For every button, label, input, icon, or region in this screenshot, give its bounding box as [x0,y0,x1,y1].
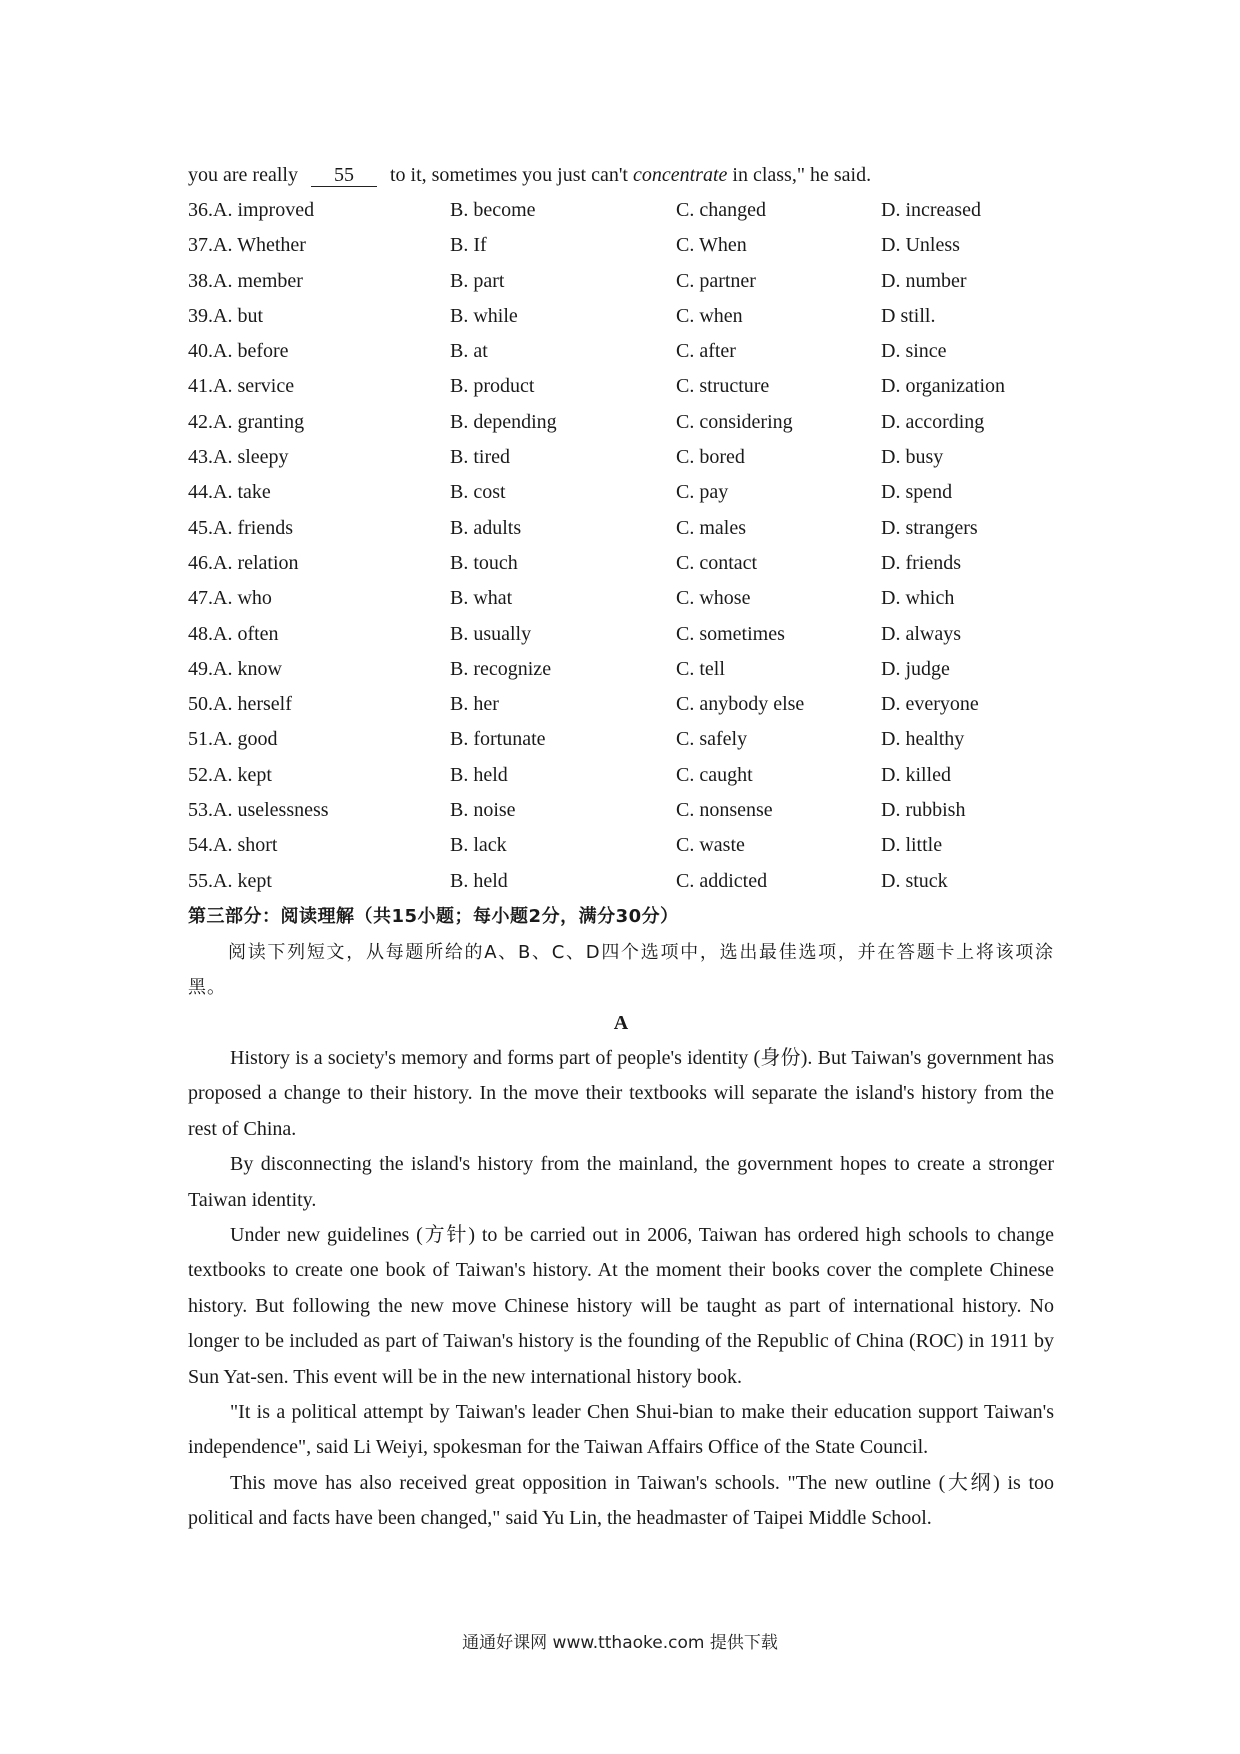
option-b: B. depending [450,410,557,433]
option-b: B. tired [450,446,510,469]
option-c: C. caught [676,763,753,786]
option-b: B. noise [450,799,516,822]
passage-paragraph: Under new guidelines (方针) to be carried out in 2006, Taiwan has ordered high schools to change textbooks to create one book of Taiwan's history. At the moment their books cover the complete Chinese history. But following the new move Chinese history will be taught as part of international history. No longer to be included as part of Taiwan's history is the founding of the Republic of China (ROC) in 1911 by Sun Yat-sen. This event will be in the new international history book. [188,1223,1054,1388]
question-number: 45. [188,516,213,539]
option-d: D. since [881,340,947,363]
option-a: A. herself [213,693,292,716]
option-b: B. fortunate [450,728,546,751]
option-row-39 [188,299,1054,334]
option-c: C. structure [676,375,770,398]
option-c: C. partner [676,269,756,292]
option-row-37 [188,228,1054,263]
section-title: 第三部分：阅读理解（共15小题；每小题2分，满分30分） [188,905,679,927]
option-d: D still. [881,304,936,327]
option-a: A. who [213,587,272,610]
option-b: B. held [450,763,508,786]
option-row-45 [188,511,1054,546]
question-number: 52. [188,763,213,786]
option-d: D. Unless [881,234,960,257]
question-number: 48. [188,622,213,645]
option-b: B. while [450,304,518,327]
question-number: 38. [188,269,213,292]
option-d: D. according [881,410,985,433]
option-row-54 [188,828,1054,863]
option-a: A. granting [213,410,305,433]
option-a: A. sleepy [213,446,289,469]
question-number: 37. [188,234,213,257]
option-c: C. tell [676,657,725,680]
option-d: D. little [881,834,943,857]
option-a: A. take [213,481,271,504]
question-55-line [188,158,1054,193]
option-a: A. Whether [213,234,306,257]
option-d: D. which [881,587,955,610]
option-b: B. her [450,693,499,716]
document-page [188,158,1054,1537]
option-a: A. relation [213,551,299,574]
option-a: A. short [213,834,278,857]
option-row-50 [188,687,1054,722]
question-number: 46. [188,551,213,574]
option-b: B. held [450,869,508,892]
question-number: 51. [188,728,213,751]
option-b: B. part [450,269,505,292]
option-b: B. touch [450,551,518,574]
question-number: 44. [188,481,213,504]
question-number: 39. [188,304,213,327]
option-d: D. stuck [881,869,948,892]
option-row-49 [188,652,1054,687]
option-a: A. kept [213,869,272,892]
line-text-middle: to it, sometimes you just can't [389,164,628,186]
option-d: D. organization [881,375,1006,398]
passage-paragraph: By disconnecting the island's history from the mainland, the government hopes to create a stronger Taiwan identity. [188,1153,1054,1211]
option-b: B. what [450,587,513,610]
option-b: B. recognize [450,657,552,680]
option-c: C. safely [676,728,748,751]
option-d: D. rubbish [881,799,966,822]
question-number: 54. [188,834,213,857]
option-c: C. bored [676,446,745,469]
italic-word: concentrate [632,164,728,186]
line-text-after: in class," he said. [732,164,872,186]
option-c: C. waste [676,834,745,857]
option-c: C. considering [676,410,793,433]
option-c: C. contact [676,551,758,574]
option-b: B. at [450,340,488,363]
passage-paragraph: This move has also received great opposition in Taiwan's schools. "The new outline (大纲) is too political and facts have been changed," said Yu Lin, the headmaster of Taipei Middle School. [188,1471,1054,1530]
option-a: A. member [213,269,303,292]
option-c: C. pay [676,481,729,504]
question-number: 42. [188,410,213,433]
option-c: C. When [676,234,747,257]
page-footer: 通通好课网 www.tthaoke.com 提供下载 [462,1633,778,1653]
option-d: D. everyone [881,693,979,716]
option-c: C. nonsense [676,799,773,822]
option-c: C. sometimes [676,622,785,645]
option-row-38 [188,264,1054,299]
option-b: B. usually [450,622,532,645]
option-b: B. product [450,375,535,398]
option-d: D. increased [881,199,981,221]
option-a: A. kept [213,763,272,786]
option-a: A. uselessness [213,799,329,822]
question-number: 53. [188,799,213,822]
passage-title: A [613,1011,629,1034]
question-number: 43. [188,446,213,469]
option-row-43 [188,440,1054,475]
option-b: B. If [450,234,487,257]
option-b: B. lack [450,834,507,857]
option-c: C. whose [676,587,751,610]
option-a: A. before [213,340,289,363]
option-c: C. after [676,340,736,363]
option-row-53 [188,793,1054,828]
option-row-55 [188,864,1054,899]
option-row-47 [188,581,1054,616]
passage-paragraph: History is a society's memory and forms part of people's identity (身份). But Taiwan's government has proposed a change to their history. In the move their textbooks will separate the island's history from the rest of China. [188,1046,1054,1140]
option-row-51 [188,722,1054,757]
option-row-36 [188,193,1054,228]
option-d: D. killed [881,763,951,786]
option-c: C. when [676,304,743,327]
option-row-52 [188,758,1054,793]
option-a: A. friends [213,516,293,539]
question-number: 50. [188,693,213,716]
option-d: D. strangers [881,516,978,539]
option-b: B. cost [450,481,506,504]
question-number: 36. [188,199,213,221]
option-row-48 [188,617,1054,652]
line-text-before: you are really [188,164,298,186]
option-row-42 [188,405,1054,440]
option-a: A. improved [213,199,315,221]
option-a: A. good [213,728,278,751]
option-row-44 [188,475,1054,510]
question-number: 40. [188,340,213,363]
option-a: A. service [213,375,295,398]
option-c: C. addicted [676,869,768,892]
option-a: A. know [213,657,282,680]
option-c: C. males [676,516,746,539]
option-a: A. often [213,622,279,645]
option-d: D. number [881,269,967,292]
option-d: D. judge [881,657,950,680]
options-list [188,193,1054,899]
option-row-41 [188,369,1054,404]
option-d: D. healthy [881,728,965,751]
option-row-46 [188,546,1054,581]
passage-paragraph: "It is a political attempt by Taiwan's leader Chen Shui-bian to make their education support Taiwan's independence", said Li Weiyi, spokesman for the Taiwan Affairs Office of the State Council. [188,1401,1054,1459]
section-instruction: 阅读下列短文，从每题所给的A、B、C、D四个选项中，选出最佳选项，并在答题卡上将该项涂黑。 [188,941,1054,998]
question-number: 55. [188,869,213,892]
option-b: B. become [450,199,536,221]
question-number: 47. [188,587,213,610]
option-d: D. spend [881,481,953,504]
option-row-40 [188,334,1054,369]
option-c: C. changed [676,199,766,221]
question-number: 41. [188,375,213,398]
option-a: A. but [213,304,263,327]
blank-55: 55 [311,164,377,187]
option-c: C. anybody else [676,693,805,716]
option-d: D. busy [881,446,944,469]
option-b: B. adults [450,516,522,539]
question-number: 49. [188,657,213,680]
option-d: D. always [881,622,961,645]
option-d: D. friends [881,551,961,574]
